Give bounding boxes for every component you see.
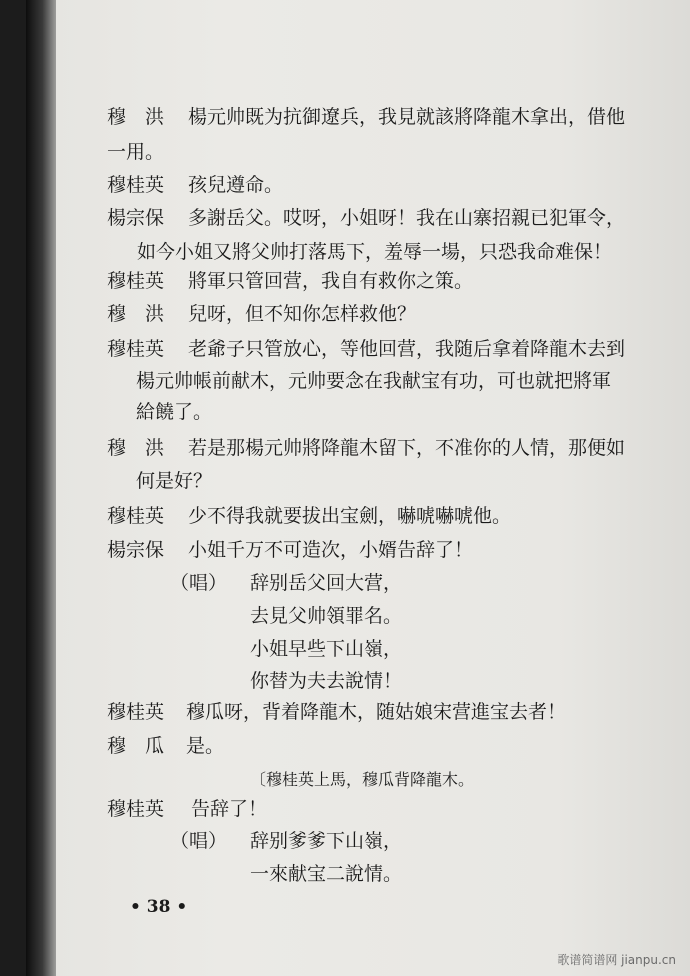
speaker-name: 穆 洪: [107, 303, 165, 325]
dialogue-text: 楊元帅帳前献木，元帅要念在我献宝有功，可也就把將軍: [136, 370, 612, 392]
dialogue-text: 如今小姐又將父帅打落馬下，羞辱一場，只恐我命难保！: [137, 241, 613, 263]
dialogue-text: 一用。: [107, 141, 165, 163]
verse-text: 去見父帅領罪名。: [250, 605, 403, 627]
dialogue-text: 是。: [186, 735, 225, 757]
singing-mark: （唱）: [170, 572, 228, 594]
dialogue-text: 小姐千万不可造次，小婿告辞了！: [188, 539, 474, 561]
stage-direction: [250, 767, 474, 793]
singing-mark: （唱）: [170, 830, 228, 852]
dialogue-text: 孩兒遵命。: [188, 174, 284, 196]
dialogue-text: 若是那楊元帅將降龍木留下，不准你的人情，那便如: [188, 437, 626, 459]
speaker-name: 穆 洪: [107, 437, 165, 459]
speaker-name: 穆桂英: [107, 174, 165, 196]
dialogue-text: 楊元帅既为抗御遼兵，我見就該將降龍木拿出，借他: [188, 106, 626, 128]
speaker-name: 穆桂英: [107, 270, 165, 292]
verse-line: [250, 861, 402, 887]
continuation-line: [136, 399, 212, 425]
dialogue-text: 多謝岳父。哎呀，小姐呀！我在山寨招親已犯軍令，: [188, 207, 626, 229]
verse-text: 你替为夫去說情！: [250, 670, 403, 692]
dialogue-text: 穆瓜呀，背着降龍木，随姑娘宋营進宝去者！: [186, 701, 567, 723]
dialogue-text: 少不得我就要拔出宝劍，嚇唬嚇唬他。: [188, 505, 512, 527]
speaker-name: 穆桂英: [107, 505, 165, 527]
speaker-name: 楊宗保: [107, 539, 165, 561]
verse-line: [250, 603, 402, 629]
continuation-line: [137, 239, 612, 265]
speaker-name: 穆桂英: [107, 701, 165, 723]
verse-line: [250, 668, 402, 694]
speaker-name: 穆桂英: [107, 338, 165, 360]
speaker-name: 穆 瓜: [107, 735, 165, 757]
continuation-line: [107, 139, 164, 165]
dialogue-text: 告辞了！: [191, 798, 268, 820]
speaker-name: 楊宗保: [107, 207, 165, 229]
dialogue-text: 何是好？: [136, 470, 213, 492]
verse-text: 一來献宝二說情。: [250, 863, 403, 885]
page-number: • 38 •: [130, 897, 188, 917]
dialogue-text: 將軍只管回营，我自有救你之策。: [188, 270, 474, 292]
verse-text: 小姐早些下山嶺，: [250, 638, 403, 660]
site-watermark: 歌谱简谱网 jianpu.cn: [557, 953, 676, 967]
continuation-line: [136, 368, 611, 394]
verse-line: [250, 636, 402, 662]
speaker-name: 穆 洪: [107, 106, 165, 128]
verse-text: 辞别爹爹下山嶺，: [250, 830, 403, 852]
stage-direction-text: 〔穆桂英上馬，穆瓜背降龍木。: [250, 770, 475, 789]
speaker-name: 穆桂英: [107, 798, 165, 820]
dialogue-text: 老爺子只管放心，等他回营，我随后拿着降龍木去到: [188, 338, 626, 360]
book-page: [26, 0, 690, 976]
page-binding-shadow: [26, 0, 56, 976]
verse-text: 辞别岳父回大营，: [250, 572, 403, 594]
dialogue-text: 給饒了。: [136, 401, 213, 423]
continuation-line: [136, 468, 212, 494]
dialogue-text: 兒呀，但不知你怎样救他？: [188, 303, 417, 325]
